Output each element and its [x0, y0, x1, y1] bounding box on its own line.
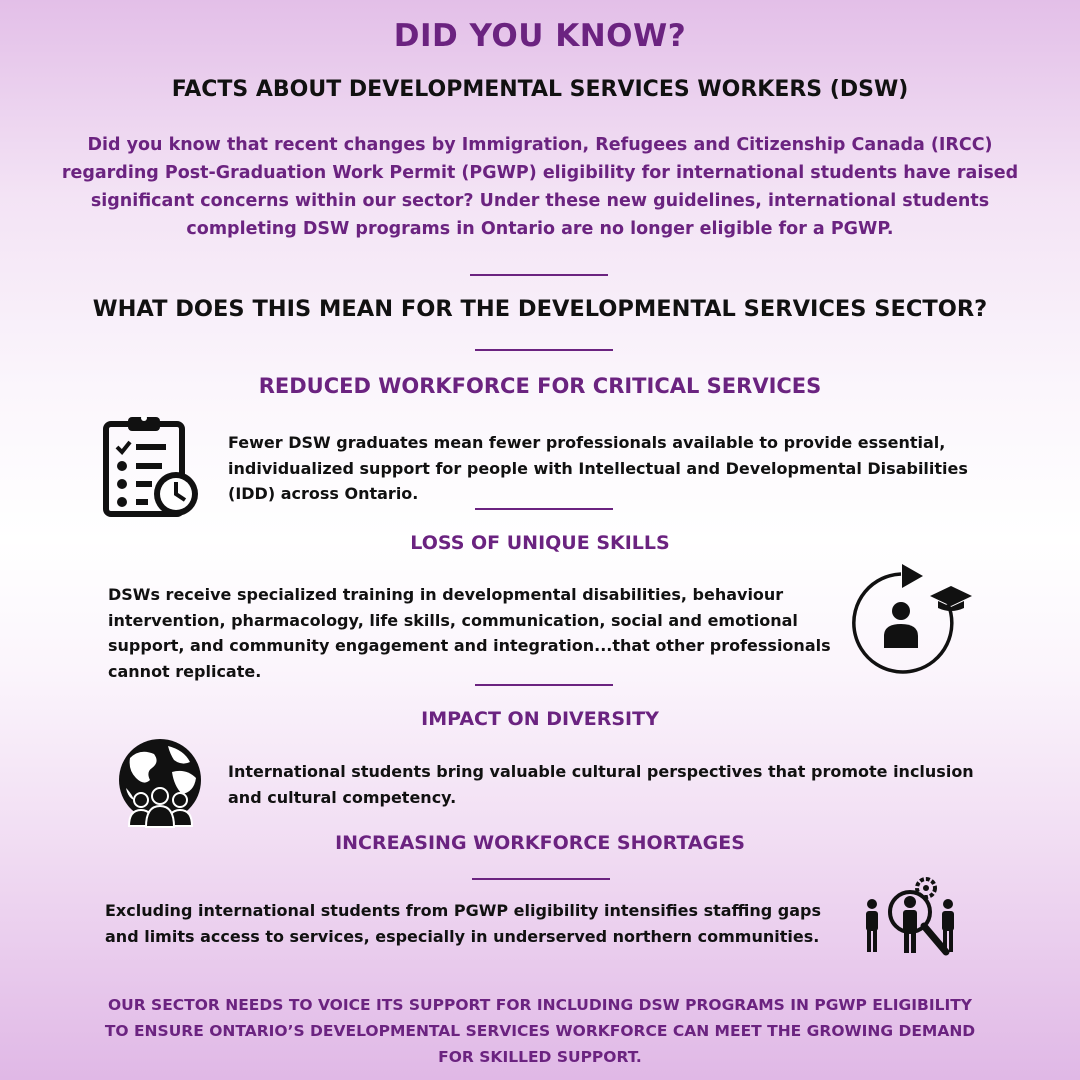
divider — [472, 878, 610, 880]
clipboard-clock-icon — [100, 414, 200, 518]
section-text-diversity: International students bring valuable cultural perspectives that promote inclusion and cultural competency. — [228, 762, 974, 807]
workforce-search-icon — [860, 872, 964, 958]
section-question: WHAT DOES THIS MEAN FOR THE DEVELOPMENTAL SERVICES SECTOR? — [92, 296, 988, 322]
page-subtitle: FACTS ABOUT DEVELOPMENTAL SERVICES WORKERS (DSW) — [171, 77, 909, 102]
divider — [475, 684, 613, 686]
section-heading-shortages: INCREASING WORKFORCE SHORTAGES — [335, 832, 745, 854]
section-text-unique-skills: DSWs receive specialized training in developmental disabilities, behaviour intervention, pharmacology, life skills, communication, social and emotional support, and community engagement and integration...that other professionals cannot replicate. — [108, 585, 831, 681]
divider — [470, 274, 608, 276]
divider — [475, 349, 613, 351]
page-title: DID YOU KNOW? — [393, 18, 687, 54]
section-heading-diversity: IMPACT ON DIVERSITY — [421, 708, 659, 730]
section-text-reduced-workforce: Fewer DSW graduates mean fewer professionals available to provide essential, individualized support for people with Intellectual and Developmental Disabilities (IDD) across Ontario. — [228, 433, 968, 503]
intro-paragraph: Did you know that recent changes by Immigration, Refugees and Citizenship Canada (IRCC) regarding Post-Graduation Work Permit (PGWP) eligibility for international students have raised significant concerns within our sector? Under these new guidelines, international students completing DSW programs in Ontario are no longer eligible for a PGWP. — [61, 135, 1019, 239]
section-heading-reduced-workforce: REDUCED WORKFORCE FOR CRITICAL SERVICES — [258, 374, 822, 398]
globe-people-icon — [116, 738, 206, 828]
divider — [475, 508, 613, 510]
learner-progress-icon — [845, 560, 975, 682]
section-text-shortages: Excluding international students from PGWP eligibility intensifies staffing gaps and limits access to services, especially in underserved northern communities. — [105, 901, 822, 946]
call-to-action: OUR SECTOR NEEDS TO VOICE ITS SUPPORT FOR INCLUDING DSW PROGRAMS IN PGWP ELIGIBILITY TO ENSURE ONTARIO’S DEVELOPMENTAL SERVICES WORKFORCE CAN MEET THE GROWING DEMAND FOR SKILLED SUPPORT. — [104, 996, 976, 1066]
section-heading-unique-skills: LOSS OF UNIQUE SKILLS — [410, 532, 670, 554]
